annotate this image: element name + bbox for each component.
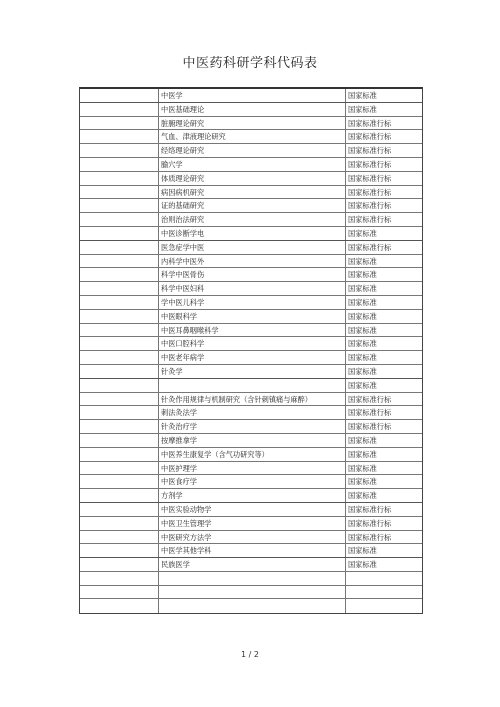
standard-cell: 国家标准 — [348, 546, 377, 556]
name-cell: 治则治法研究 — [159, 213, 346, 226]
name-cell: 中医养生康复学（含气功研究等） — [159, 448, 346, 461]
code-cell — [80, 199, 159, 212]
standard-cell: 国家标准行标 — [348, 187, 392, 197]
code-cell — [80, 379, 159, 392]
table-row — [80, 186, 422, 200]
page-title: 中医药科研学科代码表 — [182, 56, 318, 71]
table-row — [80, 448, 422, 462]
name-cell: 中医学 — [159, 89, 346, 102]
table-row — [80, 337, 422, 351]
standard-cell: 国家标准 — [348, 297, 377, 307]
name-cell: 中医耳鼻咽喉科学 — [159, 324, 346, 337]
table-row — [80, 599, 422, 613]
table-row — [80, 310, 422, 324]
table-row — [80, 420, 422, 434]
name-cell: 科学中医妇科 — [159, 282, 346, 295]
table-row — [80, 393, 422, 407]
code-cell — [80, 517, 159, 530]
name-cell: 中医老年病学 — [159, 351, 346, 364]
standard-cell: 国家标准 — [348, 435, 377, 445]
code-cell — [80, 117, 159, 130]
standard-cell: 国家标准 — [348, 228, 377, 238]
table-row — [80, 117, 422, 131]
table-row — [80, 158, 422, 172]
name-cell: 中医护理学 — [159, 462, 346, 475]
standard-cell: 国家标准 — [348, 284, 377, 294]
name-cell: 科学中医骨伤 — [159, 268, 346, 281]
table-row — [80, 199, 422, 213]
standard-cell: 国家标准行标 — [348, 408, 392, 418]
code-cell — [80, 586, 159, 599]
page-number: 1 / 2 — [241, 650, 259, 659]
name-cell: 中医研究方法学 — [159, 531, 346, 544]
table-row — [80, 544, 422, 558]
standard-cell: 国家标准行标 — [348, 518, 392, 528]
table-row — [80, 172, 422, 186]
code-cell — [80, 172, 159, 185]
standard-cell: 国家标准 — [348, 366, 377, 376]
table-row — [80, 296, 422, 310]
code-cell — [80, 89, 159, 102]
standard-cell: 国家标准行标 — [348, 504, 392, 514]
table-row — [80, 365, 422, 379]
code-cell — [80, 558, 159, 571]
code-cell — [80, 255, 159, 268]
standard-cell: 国家标准 — [348, 463, 377, 473]
standard-cell — [346, 572, 422, 585]
name-cell: 经络理论研究 — [159, 144, 346, 157]
name-cell: 按摩推拿学 — [159, 434, 346, 447]
standard-cell: 国家标准 — [348, 256, 377, 266]
table-row — [80, 213, 422, 227]
discipline-code-table — [79, 87, 423, 614]
table-row — [80, 406, 422, 420]
name-cell: 针灸作用规律与机制研究（含针刺镇痛与麻醉） — [159, 393, 346, 406]
code-cell — [80, 448, 159, 461]
name-cell — [159, 379, 346, 392]
code-cell — [80, 475, 159, 488]
table-row — [80, 282, 422, 296]
code-cell — [80, 406, 159, 419]
code-cell — [80, 351, 159, 364]
table-row — [80, 489, 422, 503]
code-cell — [80, 103, 159, 116]
table-row — [80, 503, 422, 517]
code-cell — [80, 420, 159, 433]
standard-cell: 国家标准行标 — [348, 159, 392, 169]
name-cell: 体质理论研究 — [159, 172, 346, 185]
standard-cell — [346, 586, 422, 599]
name-cell: 气血、津液理论研究 — [159, 130, 346, 143]
standard-cell: 国家标准 — [348, 449, 377, 459]
name-cell: 方剂学 — [159, 489, 346, 502]
standard-cell: 国家标准 — [348, 477, 377, 487]
standard-cell: 国家标准 — [348, 270, 377, 280]
name-cell: 中医眼科学 — [159, 310, 346, 323]
standard-cell: 国家标准 — [348, 325, 377, 335]
table-row — [80, 351, 422, 365]
code-cell — [80, 282, 159, 295]
standard-cell: 国家标准行标 — [348, 242, 392, 252]
code-cell — [80, 337, 159, 350]
name-cell: 民族医学 — [159, 558, 346, 571]
table-row — [80, 144, 422, 158]
code-cell — [80, 489, 159, 502]
name-cell: 中医学其他学科 — [159, 544, 346, 557]
code-cell — [80, 158, 159, 171]
table-row — [80, 268, 422, 282]
table-row — [80, 89, 422, 103]
standard-cell: 国家标准行标 — [348, 146, 392, 156]
name-cell: 中医诊断学电 — [159, 227, 346, 240]
standard-cell: 国家标准行标 — [348, 118, 392, 128]
table-row — [80, 255, 422, 269]
standard-cell: 国家标准行标 — [348, 201, 392, 211]
table-row — [80, 227, 422, 241]
standard-cell: 国家标准行标 — [348, 532, 392, 542]
table-row — [80, 130, 422, 144]
standard-cell: 国家标准行标 — [348, 215, 392, 225]
name-cell: 中医食疗学 — [159, 475, 346, 488]
code-cell — [80, 365, 159, 378]
table-row — [80, 462, 422, 476]
standard-cell: 国家标准行标 — [348, 394, 392, 404]
standard-cell: 国家标准 — [348, 311, 377, 321]
standard-cell: 国家标准 — [348, 91, 377, 100]
table-row — [80, 103, 422, 117]
name-cell — [159, 586, 346, 599]
code-cell — [80, 503, 159, 516]
name-cell: 医急症学中医 — [159, 241, 346, 254]
code-cell — [80, 324, 159, 337]
standard-cell: 国家标准 — [348, 491, 377, 501]
standard-cell: 国家标准 — [348, 353, 377, 363]
name-cell: 针灸治疗学 — [159, 420, 346, 433]
name-cell: 中医口腔科学 — [159, 337, 346, 350]
table-row — [80, 586, 422, 600]
name-cell: 学中医儿科学 — [159, 296, 346, 309]
code-cell — [80, 462, 159, 475]
table-row — [80, 434, 422, 448]
name-cell: 针灸学 — [159, 365, 346, 378]
table-row — [80, 324, 422, 338]
code-cell — [80, 531, 159, 544]
table-row — [80, 379, 422, 393]
code-cell — [80, 310, 159, 323]
code-cell — [80, 144, 159, 157]
name-cell: 脏腑理论研究 — [159, 117, 346, 130]
name-cell: 中医实验动物学 — [159, 503, 346, 516]
name-cell: 中医基础理论 — [159, 103, 346, 116]
code-cell — [80, 544, 159, 557]
code-cell — [80, 296, 159, 309]
code-cell — [80, 393, 159, 406]
name-cell: 刺法灸法学 — [159, 406, 346, 419]
table-row — [80, 572, 422, 586]
code-cell — [80, 241, 159, 254]
code-cell — [80, 130, 159, 143]
standard-cell: 国家标准 — [348, 380, 377, 390]
code-cell — [80, 186, 159, 199]
name-cell: 病因病机研究 — [159, 186, 346, 199]
table-row — [80, 241, 422, 255]
standard-cell: 国家标准行标 — [348, 173, 392, 183]
table-row — [80, 531, 422, 545]
name-cell: 中医卫生管理学 — [159, 517, 346, 530]
code-cell — [80, 572, 159, 585]
standard-cell: 国家标准行标 — [348, 422, 392, 432]
code-cell — [80, 434, 159, 447]
standard-cell: 国家标准 — [348, 339, 377, 349]
table-row — [80, 517, 422, 531]
code-cell — [80, 227, 159, 240]
name-cell: 证的基础研究 — [159, 199, 346, 212]
standard-cell: 国家标准行标 — [348, 132, 392, 142]
code-cell — [80, 268, 159, 281]
table-row — [80, 475, 422, 489]
standard-cell — [346, 599, 422, 613]
name-cell — [159, 599, 346, 613]
name-cell — [159, 572, 346, 585]
code-cell — [80, 599, 159, 613]
name-cell: 内科学中医外 — [159, 255, 346, 268]
table-row — [80, 558, 422, 572]
standard-cell: 国家标准 — [348, 560, 377, 570]
name-cell: 腧穴学 — [159, 158, 346, 171]
standard-cell: 国家标准 — [348, 104, 377, 114]
code-cell — [80, 213, 159, 226]
